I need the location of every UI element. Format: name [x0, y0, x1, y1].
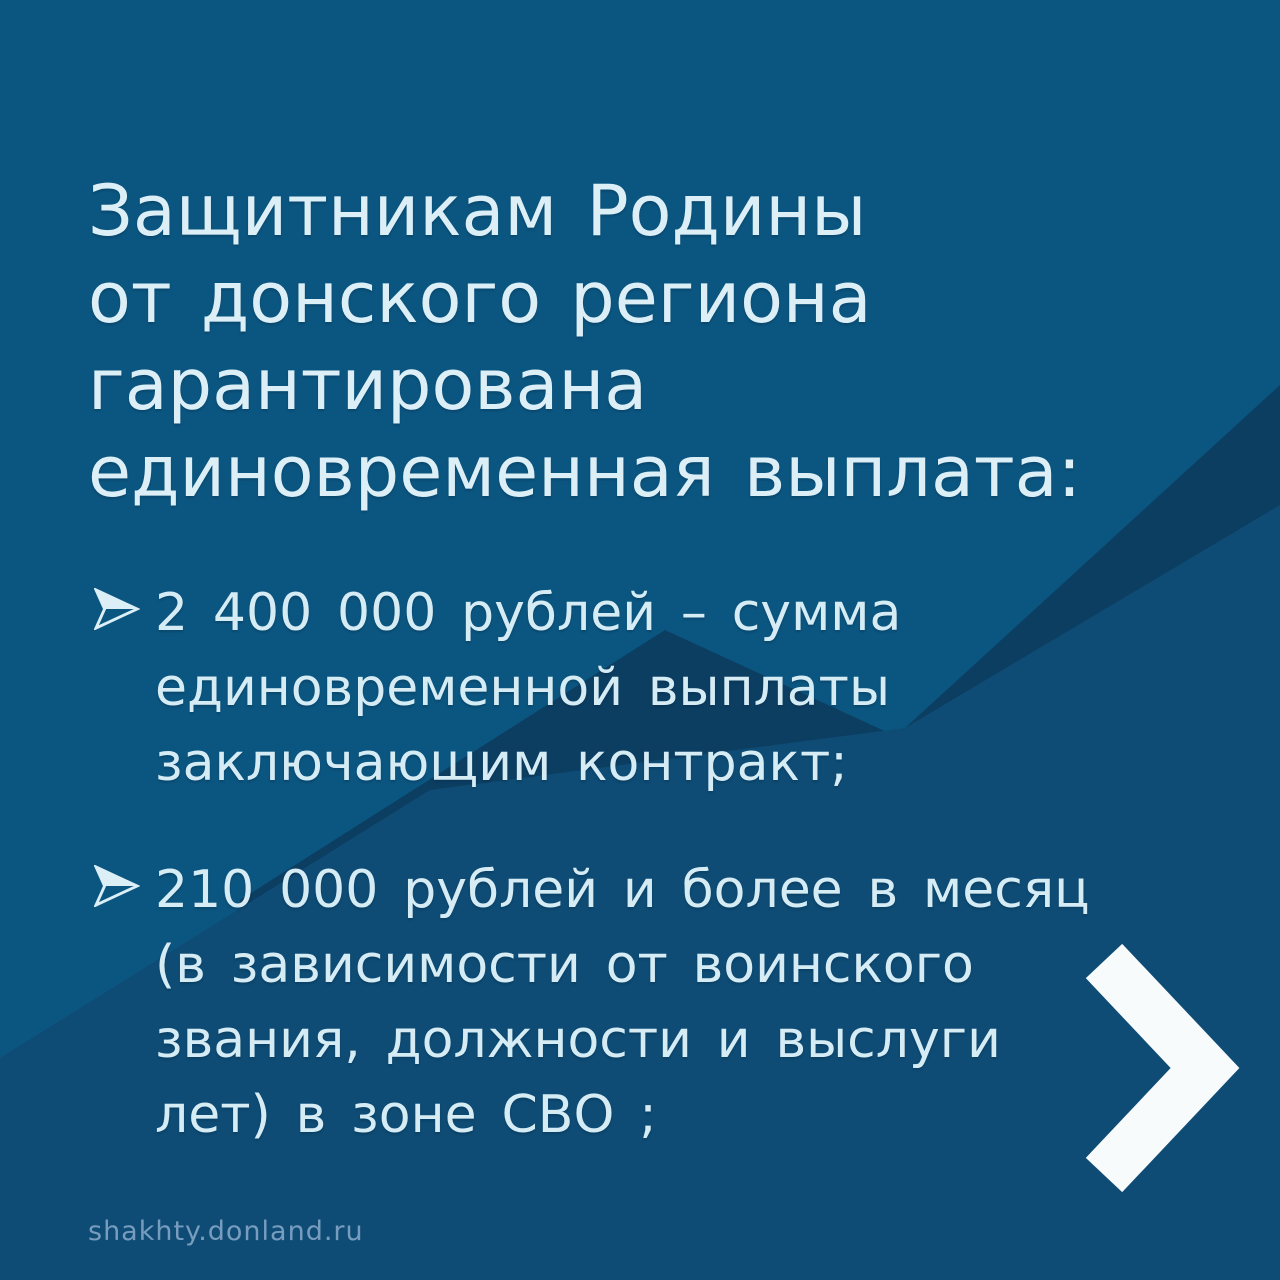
- bullet-line: звания, должности и выслуги: [155, 1010, 1001, 1070]
- bullet-line: единовременной выплаты: [155, 658, 891, 718]
- title-line: от донского региона: [88, 257, 872, 339]
- bullet-line: 2 400 000 рублей – сумма: [155, 583, 902, 643]
- bullet-line: 210 000 рублей и более в месяц: [155, 860, 1090, 920]
- watermark-url: shakhty.donland.ru: [88, 1216, 364, 1247]
- bullet-line: (в зависимости от воинского: [155, 935, 974, 995]
- bullet-line: заключающим контракт;: [155, 733, 848, 793]
- title-line: Защитникам Родины: [88, 170, 867, 252]
- title-line: единовременная выплата:: [88, 431, 1082, 513]
- chevron-stroke[interactable]: [1104, 961, 1205, 1175]
- bullet-line: лет) в зоне СВО ;: [155, 1085, 657, 1145]
- title-line: гарантирована: [88, 344, 648, 426]
